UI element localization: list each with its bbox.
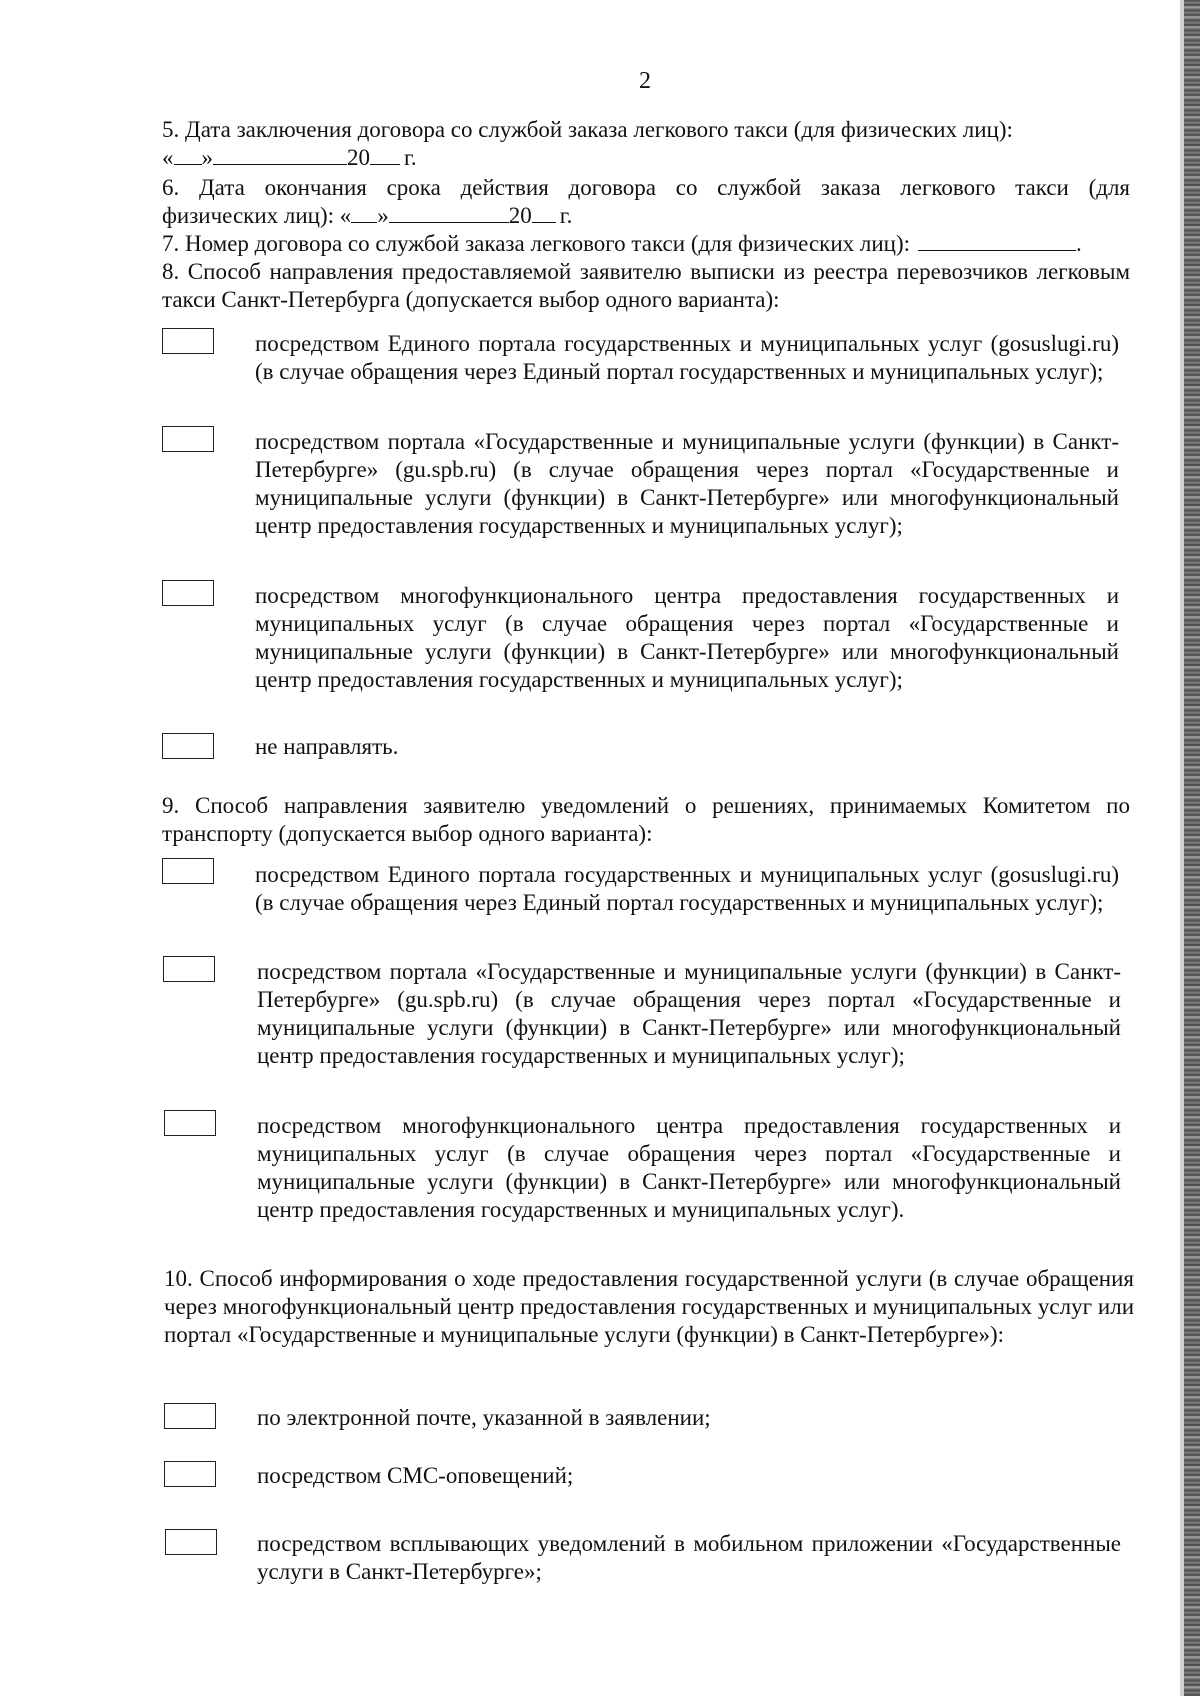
item10-option1-text: по электронной почте, указанной в заявлении; <box>257 1405 711 1430</box>
item7-label: 7. Номер договора со службой заказа легкового такси (для физических лиц): <box>162 231 911 256</box>
item10-option1-checkbox[interactable] <box>164 1403 216 1429</box>
item5-year-prefix: 20 <box>347 145 370 170</box>
item6-year-prefix: 20 <box>508 203 532 228</box>
item10-heading: 10. Способ информирования о ходе предоставления государственной услуги (в случае обращения через многофункциональный центр предоставления государственных и муниципальных услуг или портал «Государственные и муниципальные услуги (функции) в Санкт-Петербурге»): <box>164 1266 1134 1347</box>
page-number: 2 <box>639 68 651 94</box>
item6-day-blank[interactable] <box>351 202 377 223</box>
item8-option1-text: посредством Единого портала государственных и муниципальных услуг (gosuslugi.ru) (в случае обращения через Единый портал государственных и муниципальных услуг); <box>255 331 1119 384</box>
item7-line <box>162 230 1082 258</box>
item8-heading: 8. Способ направления предоставляемой заявителю выписки из реестра перевозчиков легковым такси Санкт-Петербурга (допускается выбор одного варианта): <box>162 259 1130 312</box>
item8-option4-text: не направлять. <box>255 734 399 759</box>
item10-option2-checkbox[interactable] <box>164 1461 216 1487</box>
item6-year-suffix: г. <box>559 203 573 228</box>
item5-year-blank[interactable] <box>370 144 400 165</box>
item10-option2-text: посредством СМС-оповещений; <box>257 1463 574 1488</box>
item6-month-blank[interactable] <box>389 202 509 223</box>
item8-option2-text: посредством портала «Государственные и муниципальные услуги (функции) в Санкт-Петербурге» (gu.spb.ru) (в случае обращения через портал «Государственные и муниципальные услуги (функции) в Санкт-Петербурге» или многофункциональный центр предоставления государственных и муниципальных услуг); <box>255 429 1119 538</box>
item5-date-open: « <box>162 145 174 170</box>
item9-option1-checkbox[interactable] <box>162 858 214 884</box>
item10-option3-checkbox[interactable] <box>165 1529 217 1555</box>
item7-end: . <box>1076 231 1082 256</box>
item9-option1-text: посредством Единого портала государственных и муниципальных услуг (gosuslugi.ru) (в случае обращения через Единый портал государственных и муниципальных услуг); <box>255 862 1119 915</box>
item7-number-blank[interactable] <box>918 230 1076 251</box>
item9-option3-checkbox[interactable] <box>164 1110 216 1136</box>
item6-label-line2: физических лиц): « <box>162 203 352 228</box>
item6-date-close: » <box>377 203 389 228</box>
item6-label-line1: 6. Дата окончания срока действия договора со службой заказа легкового такси (для <box>162 175 1130 200</box>
item5-day-blank[interactable] <box>174 144 202 165</box>
item10-option3-text: посредством всплывающих уведомлений в мобильном приложении «Государственные услуги в Санкт-Петербурге»; <box>257 1531 1121 1584</box>
item8-option1-checkbox[interactable] <box>162 328 214 354</box>
item5-date-close: » <box>201 145 213 170</box>
item5-date-line <box>162 144 417 172</box>
item5-label: 5. Дата заключения договора со службой заказа легкового такси (для физических лиц): <box>162 117 1013 142</box>
item9-option2-text: посредством портала «Государственные и муниципальные услуги (функции) в Санкт-Петербурге» (gu.spb.ru) (в случае обращения через портал «Государственные и муниципальные услуги (функции) в Санкт-Петербурге» или многофункциональный центр предоставления государственных и муниципальных услуг); <box>257 959 1121 1068</box>
scan-edge-strip <box>1184 0 1200 1696</box>
item9-option3-text: посредством многофункционального центра предоставления государственных и муниципальных услуг (в случае обращения через портал «Государственные и муниципальные услуги (функции) в Санкт-Петербурге» или многофункциональный центр предоставления государственных и муниципальных услуг). <box>257 1113 1121 1222</box>
item8-option4-checkbox[interactable] <box>162 733 214 759</box>
item8-option3-text: посредством многофункционального центра предоставления государственных и муниципальных услуг (в случае обращения через портал «Государственные и муниципальные услуги (функции) в Санкт-Петербурге» или многофункциональный центр предоставления государственных и муниципальных услуг); <box>255 583 1119 692</box>
item8-option2-checkbox[interactable] <box>162 426 214 452</box>
item8-option3-checkbox[interactable] <box>162 580 214 606</box>
item6-year-blank[interactable] <box>532 202 556 223</box>
item9-heading: 9. Способ направления заявителю уведомлений о решениях, принимаемых Комитетом по транспорту (допускается выбор одного варианта): <box>162 793 1130 846</box>
item6-date-line <box>162 202 572 230</box>
item9-option2-checkbox[interactable] <box>163 956 215 982</box>
item5-month-blank[interactable] <box>213 144 347 165</box>
item5-year-suffix: г. <box>404 145 417 170</box>
